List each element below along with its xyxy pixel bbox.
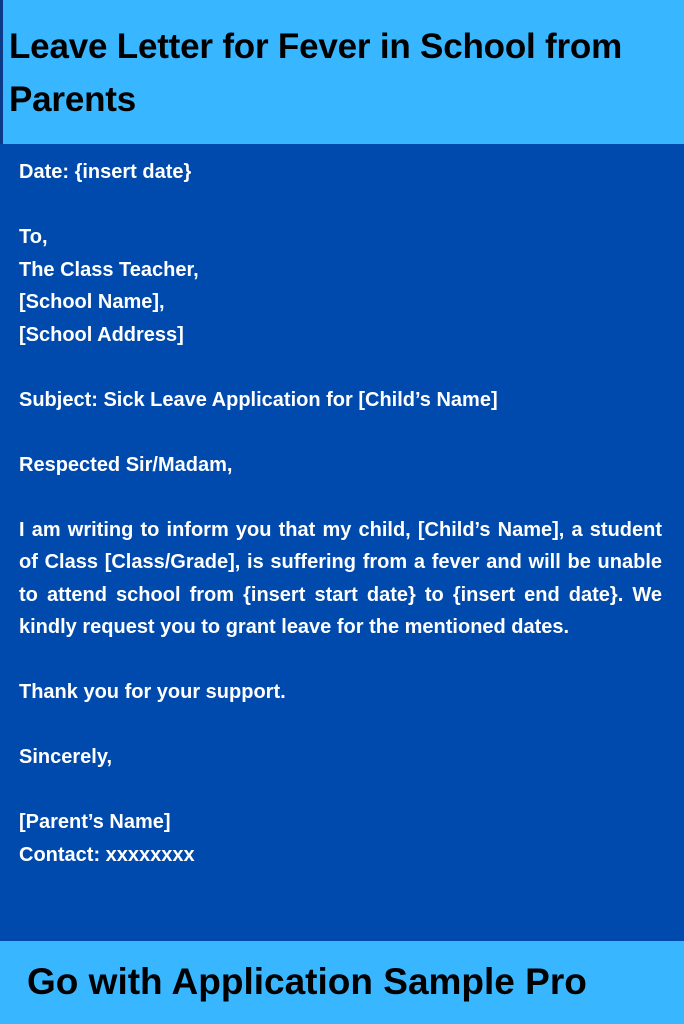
spacer [19, 709, 662, 742]
letter-date: Date: {insert date} [19, 161, 192, 183]
spacer [19, 774, 662, 807]
letter-thanks: Thank you for your support. [19, 681, 286, 703]
letter-school-address: [School Address] [19, 323, 184, 346]
letter-subject: Subject: Sick Leave Application for [Child’s Name] [19, 388, 498, 411]
page-title: Leave Letter for Fever in School from Parents [9, 27, 623, 119]
letter-parent-name: [Parent’s Name] [19, 811, 171, 833]
footer-banner [0, 941, 684, 1024]
spacer [19, 416, 662, 449]
spacer [19, 481, 662, 514]
letter-salutation: Respected Sir/Madam, [19, 453, 233, 476]
letter-to: To, [19, 226, 48, 248]
letter-school-name: [School Name], [19, 291, 165, 313]
letter-body [0, 144, 684, 941]
letter-paragraph: I am writing to inform you that my child, [Child’s Name], a student of Class [Class/Grade], is suffering from a fever and will be unable to attend school from {insert start date} to {insert end date}. We kindly request you to grant leave for the mentioned dates. [19, 518, 662, 638]
spacer [19, 189, 662, 222]
letter-recipient: The Class Teacher, [19, 258, 199, 281]
letter-contact: Contact: xxxxxxxx [19, 843, 195, 866]
spacer [19, 644, 662, 677]
title-banner [0, 0, 684, 144]
letter-closing: Sincerely, [19, 746, 113, 768]
spacer [19, 351, 662, 384]
brand-text: Go with Application Sample Pro [27, 961, 587, 1002]
